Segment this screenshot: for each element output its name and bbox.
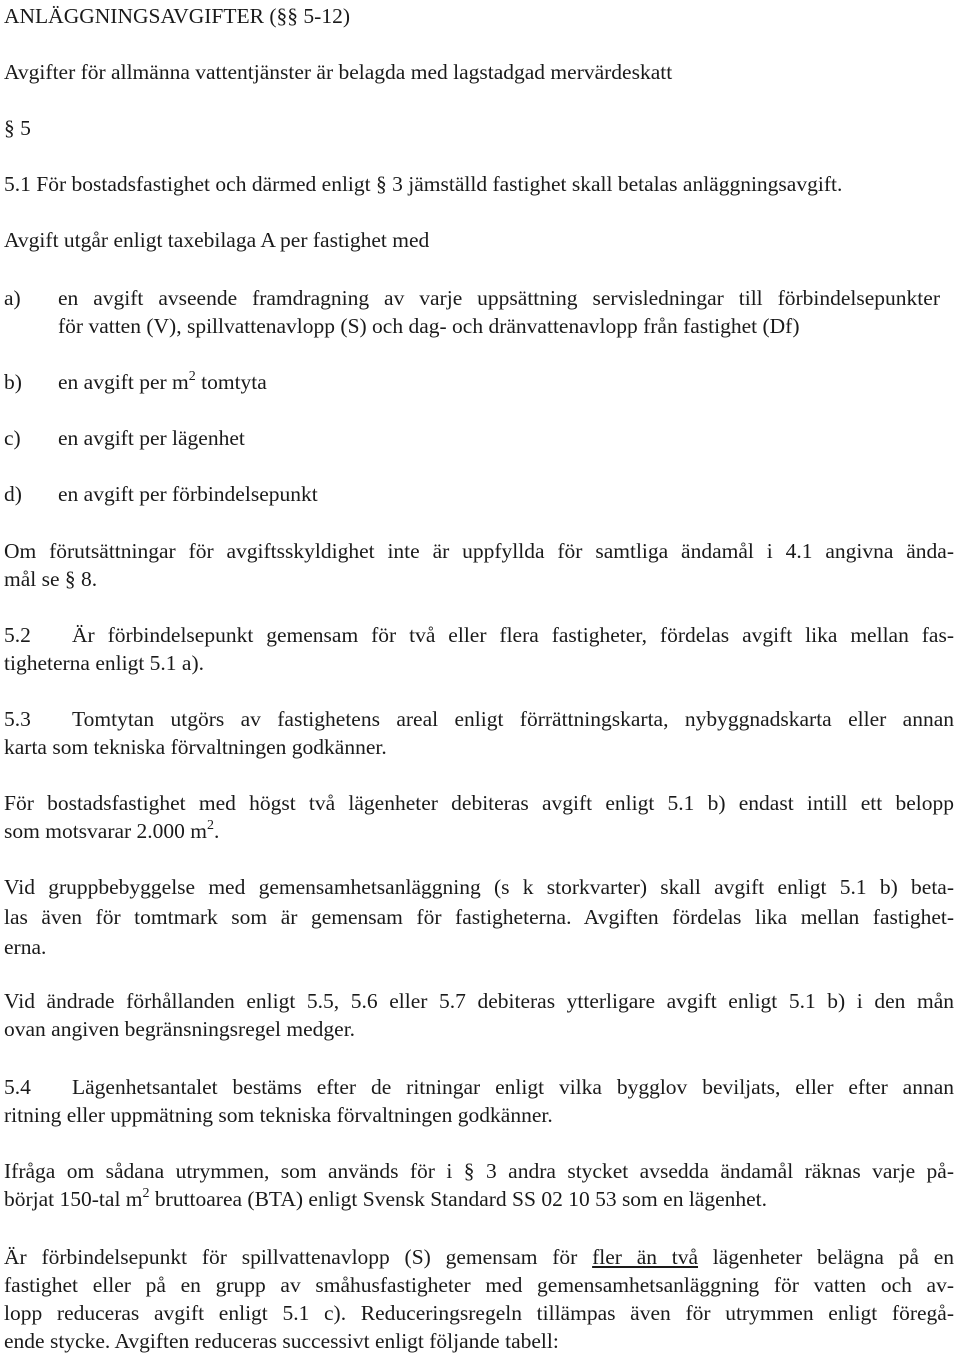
list-marker-a: a) [4, 286, 21, 310]
paragraph-5-4-reduction-line2: fastighet eller på en grupp av småhusfastigheter med gemensamhetsanläggning för vatten och av- [4, 1273, 954, 1297]
conditions-line1: Om förutsättningar för avgiftsskyldighet inte är uppfyllda för samtliga ändamål i 4.1 angivna ända- [4, 539, 954, 563]
paragraph-5-4-spaces-line2: börjat 150-tal $m^2$ bruttoarea (BTA) enligt Svensk Standard SS 02 10 53 som en lägenhet. [4, 1186, 768, 1211]
paragraph-5-3-changes-line2: ovan angiven begränsningsregel medger. [4, 1017, 356, 1041]
paragraph-5-4-reduction-line1: Är förbindelsepunkt för spillvattenavlopp (S) gemensam för fler än två lägenheter belägna på en [4, 1245, 954, 1269]
paragraph-5-2-line1: 5.2 Är förbindelsepunkt gemensam för två eller flera fastigheter, fördelas avgift lika mellan fas- [4, 623, 954, 647]
paragraph-5-3-changes-line1: Vid ändrade förhållanden enligt 5.5, 5.6 eller 5.7 debiteras ytterligare avgift enligt 5.1 b) i den mån [4, 989, 954, 1013]
paragraph-5-4-line1: 5.4 Lägenhetsantalet bestäms efter de ritningar enligt vilka bygglov beviljats, eller efter annan [4, 1075, 954, 1099]
paragraph-5-3-group-line1: Vid gruppbebyggelse med gemensamhetsanläggning (s k storkvarter) skall avgift enligt 5.1 b) beta- [4, 875, 954, 899]
list-item-b: en avgift per $m^2$ tomtyta [58, 369, 267, 394]
paragraph-5-3-limit-line1: För bostadsfastighet med högst två lägenheter debiteras avgift enligt 5.1 b) endast intill ett belopp [4, 791, 954, 815]
paragraph-5-3-limit-line2: som motsvarar 2.000 $m^2$. [4, 818, 220, 843]
list-marker-b: b) [4, 370, 22, 394]
paragraph-5-3-group-line2: las även för tomtmark som är gemensam för fastigheterna. Avgiften fördelas lika mellan fastighet- [4, 905, 954, 929]
paragraph-5-4-reduction-line3: lopp reduceras avgift enligt 5.1 c). Reduceringsregeln tillämpas även för utrymmen enligt föregå- [4, 1301, 954, 1325]
list-item-d: en avgift per förbindelsepunkt [58, 482, 318, 506]
document-heading: ANLÄGGNINGSAVGIFTER (§§ 5-12) [4, 4, 350, 28]
list-item-a-line1: en avgift avseende framdragning av varje uppsättning servisledningar till förbindelsepunkter [58, 286, 940, 310]
list-marker-d: d) [4, 482, 22, 506]
paragraph-5-4-reduction-line4: ende stycke. Avgiften reduceras successivt enligt följande tabell: [4, 1329, 559, 1353]
list-item-c: en avgift per lägenhet [58, 426, 245, 450]
vat-note: Avgifter för allmänna vattentjänster är belagda med lagstadgad mervärdeskatt [4, 60, 673, 84]
paragraph-5-3-group-line3: erna. [4, 935, 47, 959]
list-item-a-line2: för vatten (V), spillvattenavlopp (S) och dag- och dränvattenavlopp från fastighet (Df) [58, 314, 800, 338]
paragraph-5-1: 5.1 För bostadsfastighet och därmed enligt § 3 jämställd fastighet skall betalas anläggningsavgift. [4, 172, 843, 196]
paragraph-5-1-fee-basis: Avgift utgår enligt taxebilaga A per fastighet med [4, 228, 430, 252]
conditions-line2: mål se § 8. [4, 567, 98, 591]
paragraph-5-4-spaces-line1: Ifråga om sådana utrymmen, som används för i § 3 andra stycket avsedda ändamål räknas varje på- [4, 1159, 954, 1183]
list-marker-c: c) [4, 426, 21, 450]
paragraph-5-3-line1: 5.3 Tomtytan utgörs av fastighetens areal enligt förrättningskarta, nybyggnadskarta eller annan [4, 707, 954, 731]
paragraph-5-2-line2: tigheterna enligt 5.1 a). [4, 651, 204, 675]
paragraph-5-3-line2: karta som tekniska förvaltningen godkänner. [4, 735, 387, 759]
paragraph-5-4-line2: ritning eller uppmätning som tekniska förvaltningen godkänner. [4, 1103, 553, 1127]
section-mark: § 5 [4, 116, 31, 140]
